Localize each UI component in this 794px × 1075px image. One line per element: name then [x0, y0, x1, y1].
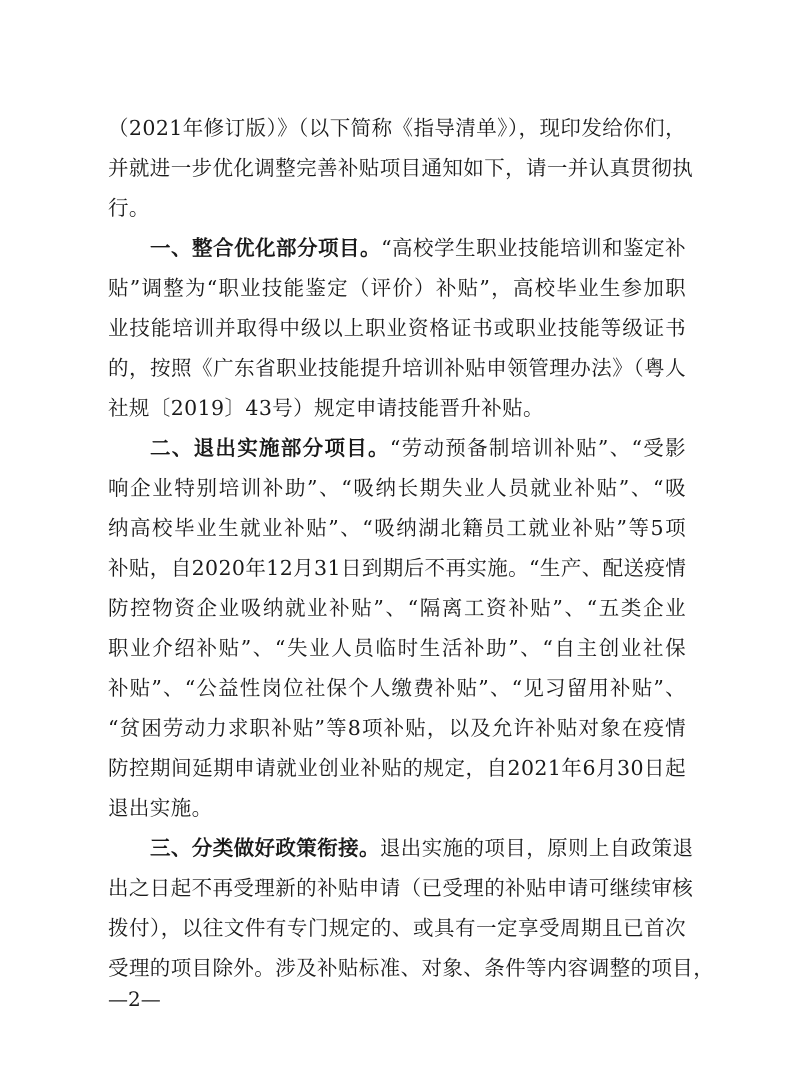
section2-line-5: 防控物资企业吸纳就业补贴”、“隔离工资补贴”、“五类企业	[108, 596, 686, 620]
section3-line-3: 拨付），以往文件有专门规定的、或具有一定享受周期且已首次	[108, 916, 686, 940]
section1-line-5: 社规〔2019〕43号）规定申请技能晋升补贴。	[108, 396, 544, 420]
section3-line-4: 受理的项目除外。涉及补贴标准、对象、条件等内容调整的项目，	[108, 956, 715, 980]
section1-line-3: 业技能培训并取得中级以上职业资格证书或职业技能等级证书	[108, 316, 686, 340]
section3-heading: 三、分类做好政策衔接。	[150, 836, 380, 860]
section2-heading: 二、退出实施部分项目。	[150, 436, 390, 460]
section2-line-4: 补贴，自2020年12月31日到期后不再实施。“生产、配送疫情	[108, 556, 687, 580]
intro-line-2: 并就进一步优化调整完善补贴项目通知如下，请一并认真贯彻执	[108, 156, 694, 180]
section2-line-10: 退出实施。	[108, 796, 213, 820]
section2-line-2: 响企业特别培训补助”、“吸纳长期失业人员就业补贴”、“吸	[108, 476, 686, 500]
section2-line-9: 防控期间延期申请就业创业补贴的规定，自2021年6月30日起	[108, 756, 686, 780]
section2-line-6: 职业介绍补贴”、“失业人员临时生活补助”、“自主创业社保	[108, 636, 686, 660]
section2-line-1	[150, 432, 686, 464]
section2-line-3: 纳高校毕业生就业补贴”、“吸纳湖北籍员工就业补贴”等5项	[108, 516, 686, 540]
section3-line-2: 出之日起不再受理新的补贴申请（已受理的补贴申请可继续审核	[108, 876, 694, 900]
intro-line-1: （2021年修订版）》（以下简称《指导清单》），现印发给你们，	[108, 116, 686, 140]
page-number: —2—	[108, 987, 161, 1011]
section2-line-7: 补贴”、“公益性岗位社保个人缴费补贴”、“见习留用补贴”、	[108, 676, 686, 700]
section1-heading: 一、整合优化部分项目。	[150, 236, 382, 260]
section1-line-1	[150, 232, 686, 264]
section3-line-1	[150, 832, 694, 864]
intro-line-3: 行。	[108, 196, 150, 220]
section1-line-2: 贴”调整为“职业技能鉴定（评价）补贴”，高校毕业生参加职	[108, 276, 686, 300]
section2-line-1-text: “劳动预备制培训补贴”、“受影	[389, 436, 686, 460]
section3-line-1-text: 退出实施的项目，原则上自政策退	[379, 836, 694, 860]
section1-line-4: 的，按照《广东省职业技能提升培训补贴申领管理办法》（粤人	[108, 356, 686, 380]
section1-line-1-text: “高校学生职业技能培训和鉴定补	[381, 236, 687, 260]
section2-line-8: “贫困劳动力求职补贴”等8项补贴，以及允许补贴对象在疫情	[108, 716, 686, 740]
